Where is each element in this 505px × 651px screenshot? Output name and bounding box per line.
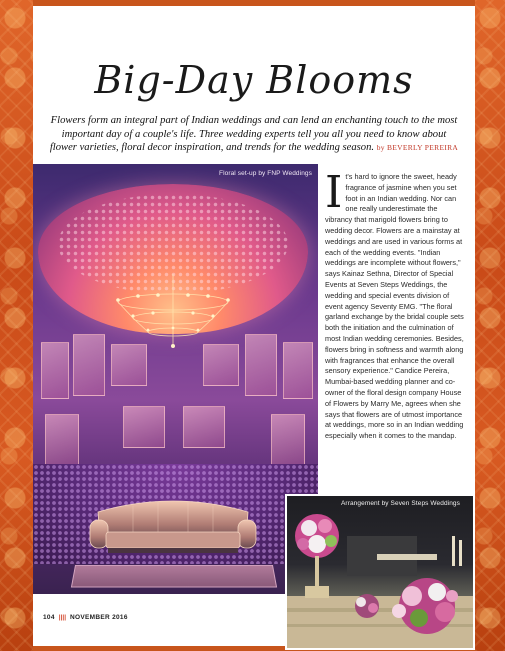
magazine-page — [33, 6, 475, 646]
floral-panel — [271, 414, 305, 466]
arrangement-illustration — [287, 496, 473, 648]
arrangement-photo-caption: Arrangement by Seven Steps Weddings — [341, 500, 461, 507]
floral-panel — [41, 342, 69, 399]
floral-panel — [283, 342, 313, 399]
floral-panel — [111, 344, 147, 386]
main-floral-photo — [33, 164, 318, 594]
intro-paragraph — [47, 114, 461, 155]
sofa-illustration — [88, 492, 258, 562]
floral-panel — [45, 414, 79, 466]
floral-panel — [183, 406, 225, 448]
decorative-border-left — [0, 0, 33, 651]
floral-wall-panels — [33, 334, 318, 484]
page-number: 104 — [43, 614, 55, 621]
decorative-border-right — [475, 0, 505, 651]
floral-panel — [245, 334, 277, 396]
article-text: t's hard to ignore the sweet, heady fragrance of jasmine when you set foot in an Indian wedding. Nor can one really underestimate the vibrancy that marigold flowers bring to wedding decor. Flowers are a mainstay at weddings and are used in various forms at each of the wedding events. "Indian weddings are incomplete without flowers," says Kainaz Sethna, Director of Special Events at Seven Steps Weddings, the wedding and special events division of event agency Seventy EMG. "The floral garland exchange by the bridal couple sets both the initiation and the culmination of most Indian wedding ceremonies. Besides, flowers bring in softness and warmth along with fragrances that enhance the overall sensory experience." Candice Pereira, Mumbai-based wedding planner and co-owner of the floral design company House of Flowers by Marry Me, agrees when she says that flowers are of utmost importance at weddings, more so in an Indian wedding especially when it comes to the mandap. — [325, 172, 464, 441]
drop-cap: I — [325, 167, 343, 218]
floral-panel — [203, 344, 239, 386]
carpet-rug — [71, 565, 277, 588]
page-footer — [43, 614, 128, 621]
article-body — [325, 167, 465, 442]
arrangement-photo — [285, 494, 475, 650]
intro-text: Flowers form an integral part of Indian weddings and can lend an enchanting touch to the most important day of a couple's life. Three wedding experts tell you all you need to know about flower varieties, floral decor inspiration, and trends for the wedding season. — [49, 115, 458, 153]
page-title: Big-Day Blooms — [94, 58, 414, 102]
floral-panel — [73, 334, 105, 396]
floral-panel — [123, 406, 165, 448]
footer-divider-bars: |||| — [58, 614, 67, 621]
byline: by BEVERLY PEREIRA — [376, 143, 459, 152]
main-photo-caption: Floral set-up by FNP Weddings — [219, 170, 312, 177]
issue-date: NOVEMBER 2016 — [70, 614, 128, 621]
